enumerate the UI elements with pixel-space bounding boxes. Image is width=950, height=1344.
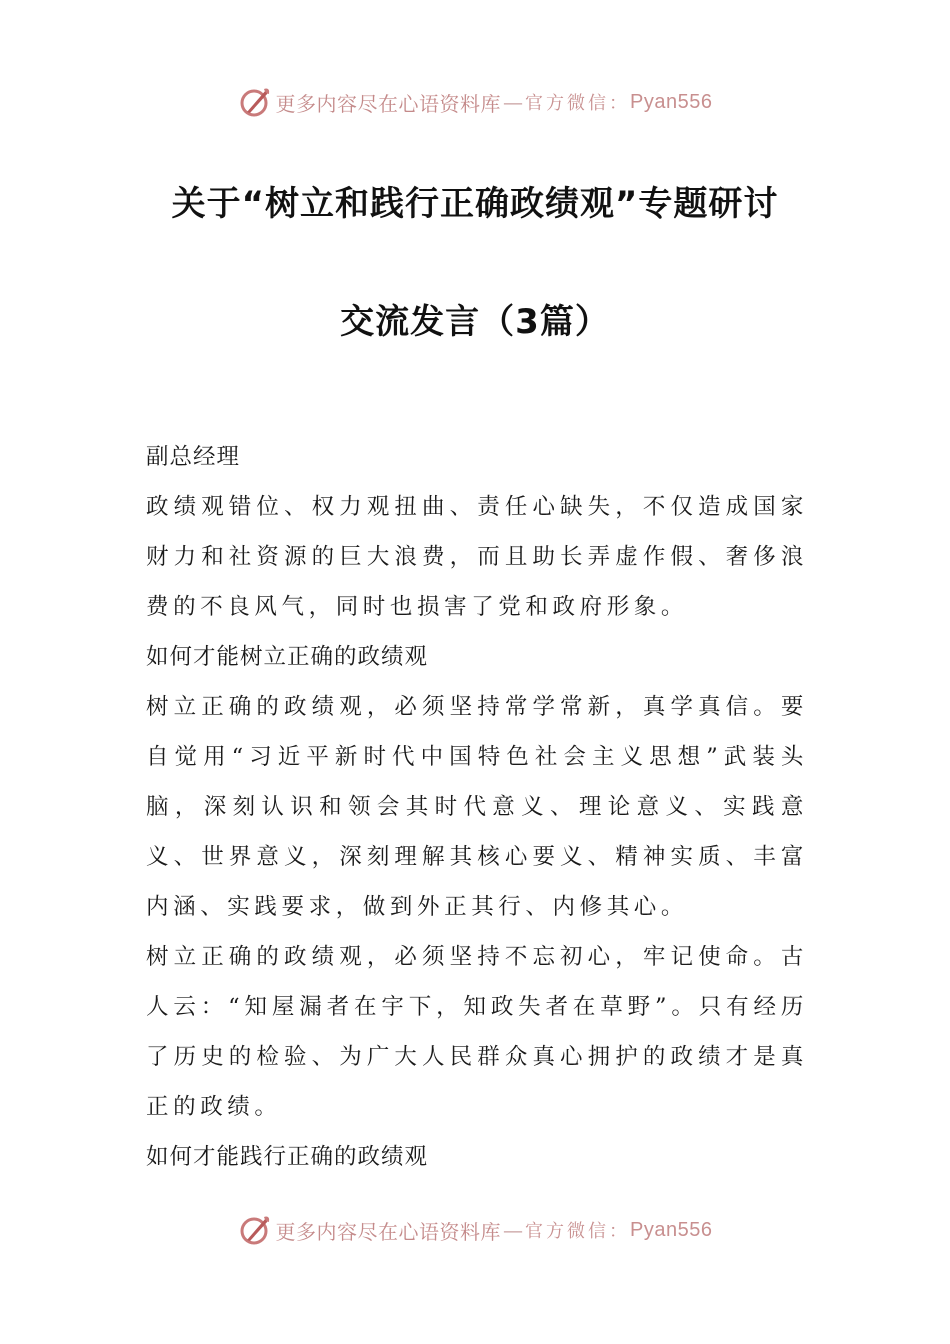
watermark-wechat-label: 官方微信：: [525, 1221, 631, 1242]
body-paragraph: 树立正确的政绩观，必须坚持不忘初心，牢记使命。古人云：“知屋漏者在宇下，知政失者在草野”。只有经历了历史的检验、为广大人民群众真心拥护的政绩才是真正的政绩。: [146, 944, 808, 1120]
section-heading: 如何才能树立正确的政绩观: [146, 644, 429, 670]
body-paragraph: 政绩观错位、权力观扭曲、责任心缺失，不仅造成国家财力和社资源的巨大浪费，而且助长弄虚作假、奢侈浪费的不良风气，同时也损害了党和政府形象。: [146, 494, 808, 620]
watermark-brand-text: 更多内容尽在心语资料库: [275, 1219, 502, 1244]
document-title-line-2: 交流发言（3篇）: [340, 302, 610, 342]
watermark-wechat-label: 官方微信：: [525, 93, 631, 114]
watermark-wechat-id: Pyan556: [630, 1218, 713, 1241]
quill-pen-logo-icon: [238, 1213, 272, 1247]
section-heading: 如何才能践行正确的政绩观: [146, 1144, 429, 1170]
watermark-dash: —: [503, 1218, 524, 1242]
quill-pen-logo-icon: [238, 85, 272, 119]
document-body: [146, 432, 808, 1182]
watermark-wechat-id: Pyan556: [630, 90, 713, 113]
body-paragraph: 树立正确的政绩观，必须坚持常学常新，真学真信。要自觉用“习近平新时代中国特色社会主义思想”武装头脑，深刻认识和领会其时代意义、理论意义、实践意义、世界意义，深刻理解其核心要义、精神实质、丰富内涵、实践要求，做到外正其行、内修其心。: [146, 694, 808, 920]
document-title-line-1: 关于“树立和践行正确政绩观”专题研讨: [171, 184, 779, 224]
watermark-brand-text: 更多内容尽在心语资料库: [275, 91, 502, 116]
header-watermark-banner: [0, 82, 950, 122]
footer-watermark-banner: [0, 1210, 950, 1250]
watermark-dash: —: [503, 90, 524, 114]
author-role: 副总经理: [146, 444, 241, 470]
